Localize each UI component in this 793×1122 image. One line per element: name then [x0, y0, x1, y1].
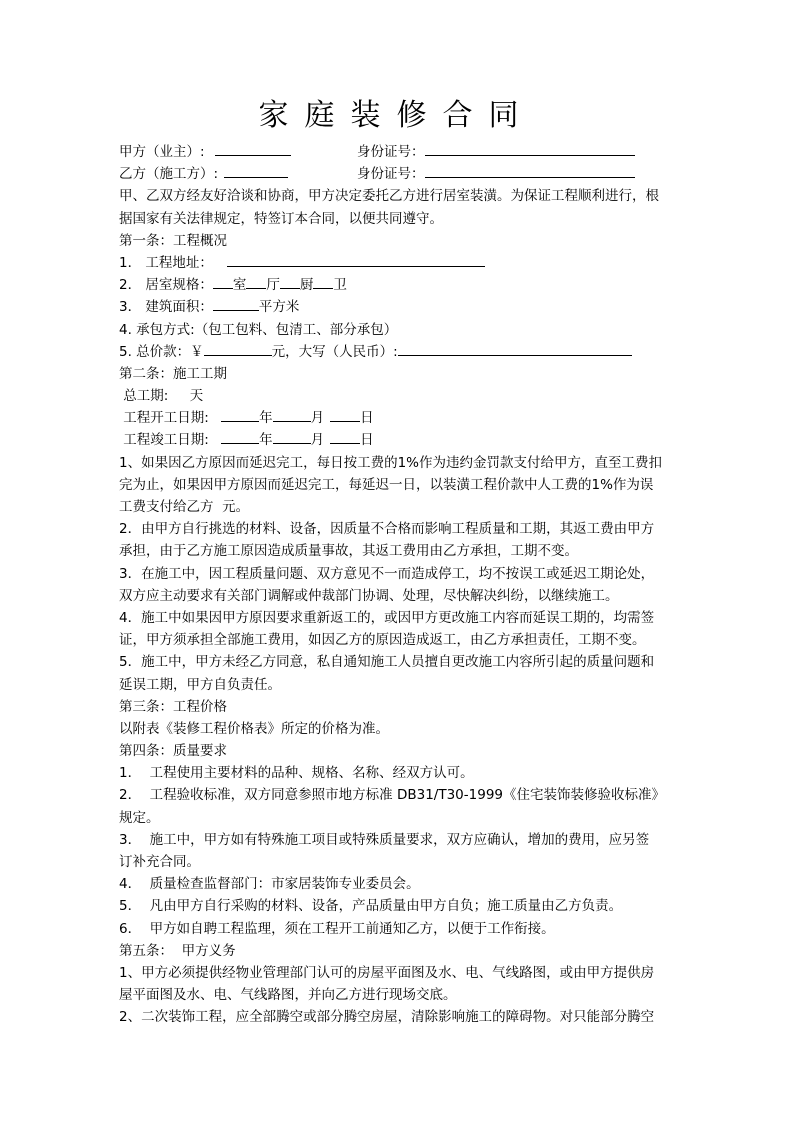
article-4-item-2-line-2: 规定。 — [119, 809, 160, 826]
intro-line-2: 据国家有关法律规定，特签订本合同，以便共同遵守。 — [119, 210, 443, 227]
year-unit: 年 — [259, 432, 273, 449]
party-a-label: 甲方（业主）: — [119, 144, 205, 160]
clause-2-2-line-1: 2．由甲方自行挑选的材料、设备，因质量不合格而影响工程质量和工期，其返工费由甲方 — [119, 521, 655, 538]
party-a-id-blank — [425, 141, 635, 156]
clause-2-3-line-1: 3．在施工中，因工程质量问题、双方意见不一而造成停工，均不按误工或延迟工期论处， — [119, 565, 655, 582]
clause-2-5-line-1: 5．施工中，甲方未经乙方同意，私自通知施工人员擅自更改施工内容所引起的质量问题和 — [119, 654, 655, 671]
clause-2-5-line-2: 延误工期，甲方自负责任。 — [119, 676, 281, 693]
total-price-label: 5. 总价款：￥ — [119, 343, 204, 360]
document-title: 家庭装修合同 — [258, 98, 535, 133]
kitchen-blank — [280, 274, 300, 289]
end-date-line — [119, 429, 679, 451]
month-unit: 月 — [310, 410, 325, 427]
article-5-item-1-line-1: 1、甲方必须提供经物业管理部门认可的房屋平面图及水、电、气线路图，或由甲方提供房 — [119, 964, 655, 981]
party-a-line — [119, 141, 679, 163]
clause-2-2-line-2: 承担，由于乙方施工原因造成质量事故，其返工费用由乙方承担，工期不变。 — [119, 543, 578, 560]
end-year-blank — [221, 429, 259, 444]
article-2-heading: 第二条：施工工期 — [119, 365, 227, 382]
room-blank — [213, 274, 233, 289]
total-price-blank — [204, 341, 272, 356]
clause-2-1-line-2: 完为止，如果因甲方原因而延迟完工，每延迟一日，以装潢工程价款中人工费的1%作为误 — [119, 476, 654, 493]
start-date-label: 工程开工日期: — [119, 410, 209, 427]
total-period-line: 总工期: 天 — [119, 388, 204, 405]
total-price-capital-label: 元，大写（人民币）: — [271, 343, 398, 360]
clause-2-1-line-3: 工费支付给乙方 元。 — [119, 499, 250, 515]
article-3-heading: 第三条：工程价格 — [119, 698, 227, 715]
party-a-name-blank — [215, 141, 291, 156]
start-date-line — [119, 407, 679, 429]
hall-unit: 厅 — [266, 277, 280, 294]
area-blank — [213, 296, 259, 311]
total-price-capital-blank — [398, 341, 632, 356]
article-4-item-4: 4． 质量检查监督部门：市家居装饰专业委员会。 — [119, 876, 420, 893]
clause-2-3-line-2: 双方应主动要求有关部门调解或仲裁部门协调、处理，尽快解决纠纷，以继续施工。 — [119, 587, 619, 604]
contract-body — [119, 141, 679, 1029]
start-year-blank — [221, 407, 259, 422]
party-b-label: 乙方（施工方）: — [119, 166, 219, 183]
room-spec-label: 2． 居室规格： — [119, 277, 213, 294]
party-a-id-label: 身份证号： — [357, 144, 425, 160]
day-unit: 日 — [360, 410, 374, 427]
article-1-item-4: 4. 承包方式:（包工包料、包清工、部分承包） — [119, 321, 398, 338]
kitchen-unit: 厨 — [299, 277, 314, 294]
article-1-item-1 — [119, 252, 679, 274]
clause-2-4-line-2: 证，甲方须承担全部施工费用，如因乙方的原因造成返工，由乙方承担责任，工期不变。 — [119, 632, 646, 649]
year-unit: 年 — [259, 410, 273, 427]
room-unit: 室 — [232, 277, 247, 294]
party-b-id-blank — [425, 163, 635, 178]
area-unit: 平方米 — [258, 299, 300, 316]
article-4-item-3-line-1: 3． 施工中，甲方如有特殊施工项目或特殊质量要求，双方应确认，增加的费用，应另签 — [119, 831, 650, 848]
project-address-label: 1． 工程地址： — [119, 254, 213, 271]
area-label: 3． 建筑面积： — [119, 299, 213, 316]
project-address-blank — [227, 252, 485, 267]
clause-2-4-line-1: 4．施工中如果因甲方原因要求重新返工的，或因甲方更改施工内容而延误工期的，均需签 — [119, 609, 655, 626]
party-b-id-label: 身份证号： — [357, 166, 425, 183]
party-b-line — [119, 163, 679, 185]
article-4-item-2-line-1: 2． 工程验收标准，双方同意参照市地方标准 DB31/T30-1999《住宅装饰装修验收标准》 — [119, 787, 665, 804]
start-month-blank — [273, 407, 311, 422]
article-4-item-1: 1． 工程使用主要材料的品种、规格、名称、经双方认可。 — [119, 765, 474, 782]
article-1-heading: 第一条：工程概况 — [119, 232, 227, 249]
intro-line-1: 甲、乙双方经友好洽谈和协商，甲方决定委托乙方进行居室装潢。为保证工程顺利进行，根 — [119, 188, 659, 205]
day-unit: 日 — [360, 432, 374, 449]
end-month-blank — [273, 429, 311, 444]
article-4-item-6: 6． 甲方如自聘工程监理，须在工程开工前通知乙方，以便于工作衔接。 — [119, 920, 555, 937]
article-5-item-1-line-2: 屋平面图及水、电、气线路图，并向乙方进行现场交底。 — [119, 987, 457, 1004]
article-1-item-2 — [119, 274, 679, 296]
article-1-item-3 — [119, 296, 679, 318]
article-5-heading: 第五条： 甲方义务 — [119, 942, 236, 959]
hall-blank — [246, 274, 266, 289]
end-date-label: 工程竣工日期: — [119, 432, 209, 449]
start-day-blank — [330, 407, 360, 422]
end-day-blank — [330, 429, 360, 444]
article-4-item-5: 5． 凡由甲方自行采购的材料、设备，产品质量由甲方自负；施工质量由乙方负责。 — [119, 898, 623, 915]
bath-blank — [313, 274, 333, 289]
article-3-text: 以附表《装修工程价格表》所定的价格为准。 — [119, 720, 389, 737]
article-4-heading: 第四条：质量要求 — [119, 743, 227, 760]
bath-unit: 卫 — [333, 277, 347, 294]
party-b-name-blank — [224, 163, 288, 178]
article-1-item-5 — [119, 341, 679, 363]
clause-2-1-line-1: 1、如果因乙方原因而延迟完工，每日按工费的1%作为违约金罚款支付给甲方，直至工费扣 — [119, 454, 663, 471]
article-4-item-3-line-2: 订补充合同。 — [119, 854, 200, 870]
article-5-item-2-line-1: 2、二次装饰工程，应全部腾空或部分腾空房屋，清除影响施工的障碍物。对只能部分腾空 — [119, 1009, 655, 1026]
month-unit: 月 — [310, 432, 325, 449]
